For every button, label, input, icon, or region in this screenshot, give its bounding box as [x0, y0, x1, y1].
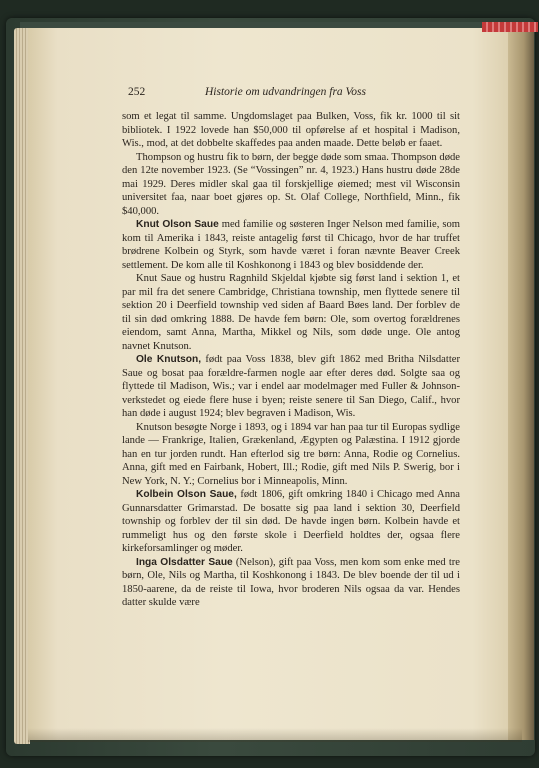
- paragraph: [122, 488, 460, 556]
- paragraph-text: med familie og søsteren Inger Nelson med familie, som kom til Amerika i 1843, reiste antagelig først til Chicago, hvor de har truffet brødrene Kolbein og Styrk, som havde været i foran nævnte Beaver Creek settlement. De kom alle til Koshkonong i 1843 og blev bosiddende der.: [122, 219, 460, 271]
- paragraph-text: Thompson og hustru fik to børn, der begge døde som smaa. Thompson døde den 12te november 1923. (Se “Vossingen” nr. 4, 1923.) Hans hustru døde 28de mai 1929. Deres midler skal gaa til forskjellige øiemed; mest vil Wisconsin universitet faa, naar boet gjøres op. St. Olaf College, Northfield, Minn., fik $40,000.: [122, 151, 460, 217]
- paragraph: [122, 110, 460, 151]
- paragraph-text: født paa Voss 1838, blev gift 1862 med Britha Nilsdatter Saue og bosat paa forældre-farmen nogle aar efter deres død. Solgte saa og flyttede til Madison, Wis.; var i endel aar modelmager med Fuller & Johnson-verkstedet og eiede flere huse i byen; reiste senere til San Diego, Calif., hvor han døde i august 1924; blev begraven i Madison, Wis.: [122, 354, 461, 419]
- person-name: Inga Olsdatter Saue: [136, 556, 233, 568]
- bookmark-ribbon: [482, 22, 538, 32]
- person-name: Kolbein Olson Saue,: [136, 489, 237, 500]
- paragraph-text: (Nelson), gift paa Voss, men kom som enke med tre børn, Ole, Nils og Martha, til Koshkonong i 1843. De blev boende der til ud i 1850-aarene, da de reiste til Iowa, hvor broderen Nils ogsaa da var. Hendes datter skulde være: [122, 556, 460, 608]
- person-name: Ole Knutson,: [136, 354, 202, 365]
- paragraph: [122, 421, 460, 489]
- page-header: [128, 86, 388, 102]
- paragraph-text: Knut Saue og hustru Ragnhild Skjeldal kjøbte sig først land i sektion 1, et par mil fra det senere Cambridge, Christiana township, men flyttede senere til sektion 20 i Deerfield township ved siden af Baard Bøes land. Der forblev de til sin død omkring 1888. De havde fem børn: Ole, som overtog forældrenes eiendom, samt Anna, Martha, Mikkel og Nils, som døde unge. Ole antog navnet Knutson.: [122, 273, 460, 352]
- body-text: [122, 110, 460, 610]
- paragraph-text: Knutson besøgte Norge i 1893, og i 1894 var han paa tur til Europas sydlige lande — Frankrige, Italien, Grækenland, Ægypten og Palæstina. I 1912 gjorde han en tur jorden rundt. Han efterlod sig tre børn: Anna, Rodie og Cornelius. Anna, gift med en Fairbank, Hobert, Ill.; Rodie, gift med Nils P. Swerig, bor i New York, N. Y.; Cornelius bor i Minneapolis, Minn.: [122, 421, 460, 487]
- paragraph-text: som et legat til samme. Ungdomslaget paa Bulken, Voss, fik kr. 1000 til sit bibliotek. I 1922 lovede han $50,000 til opførelse af et hospital i Madison, Wis., mod, at det dobbelte skaffedes paa anden maade. Dette beløb er faaet.: [122, 111, 460, 149]
- paragraph: [122, 151, 460, 219]
- paragraph: [122, 353, 460, 421]
- person-name: Knut Olson Saue: [136, 219, 219, 230]
- running-title: Historie om udvandringen fra Voss: [205, 86, 366, 98]
- page-number: 252: [128, 86, 146, 98]
- paragraph: [122, 218, 460, 272]
- paragraph-text: født 1806, gift omkring 1840 i Chicago med Anna Gunnarsdatter Grimarstad. De bosatte sig paa land i sektion 30, Deerfield township og forblev der til sin død. De havde ingen børn. Kolbein havde et rummeligt hus og den første skole i Deerfield holdtes der, ogsaa flere kirkeforsamlinger og møder.: [122, 489, 460, 554]
- paragraph: [122, 556, 460, 610]
- page-curl-shadow: [508, 28, 534, 740]
- page-bottom-shadow: [28, 728, 522, 742]
- paragraph: [122, 272, 460, 353]
